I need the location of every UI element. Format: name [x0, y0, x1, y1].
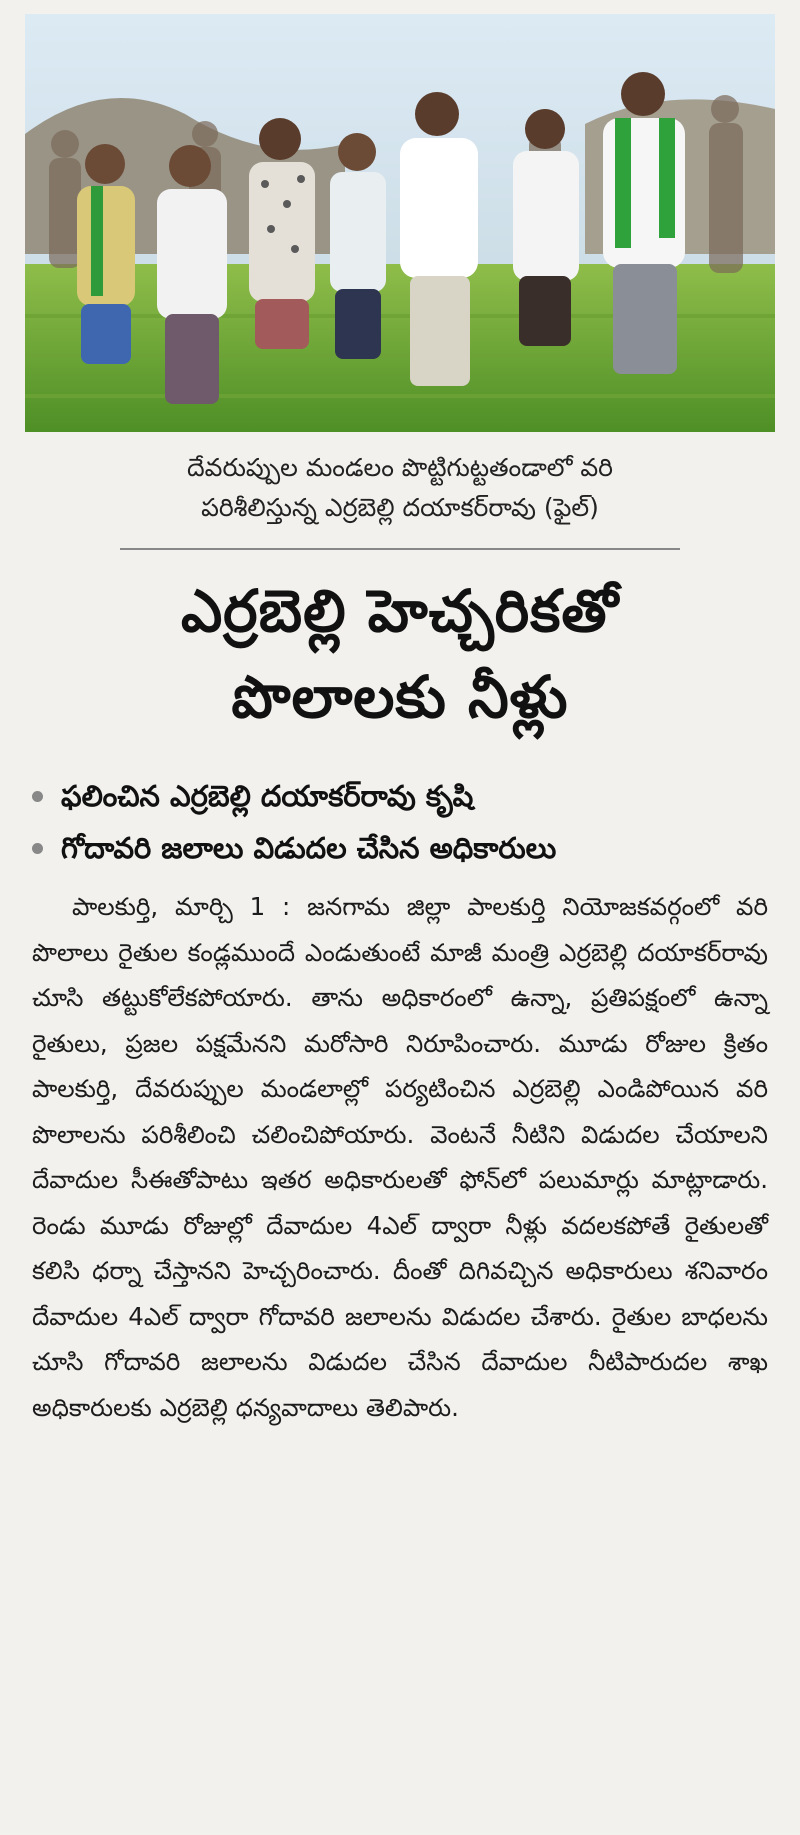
caption-line-1: దేవరుప్పుల మండలం పొట్టిగుట్టతండాలో వరి — [187, 453, 613, 482]
bullet-item — [32, 770, 782, 822]
bullet-dot-icon — [32, 791, 43, 802]
article-body — [18, 884, 782, 1430]
bullet-text: ఫలించిన ఎర్రబెల్లి దయాకర్‌రావు కృషి — [61, 779, 474, 813]
subheadline-bullets — [32, 770, 782, 874]
headline-line-1: ఎర్రబెల్లి హెచ్చరికతో — [180, 577, 620, 645]
bullet-item — [32, 822, 782, 874]
headline — [18, 568, 782, 740]
caption-line-2: పరిశీలిస్తున్న ఎర్రబెల్లి దయాకర్‌రావు (ఫైల్‌) — [201, 493, 599, 522]
photo-caption — [18, 448, 782, 528]
field-inspection-photo — [25, 14, 775, 432]
bullet-text: గోదావరి జలాలు విడుదల చేసిన అధికారులు — [61, 831, 557, 865]
divider — [120, 548, 680, 550]
news-photo — [25, 14, 775, 432]
bullet-dot-icon — [32, 843, 43, 854]
headline-line-2: పొలాలకు నీళ్లు — [231, 663, 569, 731]
article-text: పాలకుర్తి, మార్చి 1 : జనగామ జిల్లా పాలకుర్తి నియోజకవర్గంలో వరి పొలాలు రైతుల కండ్లముందే ఎండుతుంటే మాజీ మంత్రి ఎర్రబెల్లి దయాకర్‌రావు చూసి తట్టుకోలేకపోయారు. తాను అధికారంలో ఉన్నా, ప్రతిపక్షంలో ఉన్నా రైతులు, ప్రజల పక్షమేనని మరోసారి నిరూపించారు. మూడు రోజుల క్రితం పాలకుర్తి, దేవరుప్పుల మండలాల్లో పర్యటించిన ఎర్రబెల్లి ఎండిపోయిన వరి పొలాలను పరిశీలించి చలించిపోయారు. వెంటనే నీటిని విడుదల చేయాలని దేవాదుల సీఈతోపాటు ఇతర అధికారులతో ఫోన్‌లో పలుమార్లు మాట్లాడారు. రెండు మూడు రోజుల్లో దేవాదుల 4ఎల్‌ ద్వారా నీళ్లు వదలకపోతే రైతులతో కలిసి ధర్నా చేస్తానని హెచ్చరించారు. దీంతో దిగివచ్చిన అధికారులు శనివారం దేవాదుల 4ఎల్‌ ద్వారా గోదావరి జలాలను విడుదల చేశారు. రైతుల బాధలను చూసి గోదావరి జలాలను విడుదల చేసిన దేవాదుల నీటిపారుదల శాఖ అధికారులకు ఎర్రబెల్లి ధన్యవాదాలు తెలిపారు. — [32, 892, 768, 1422]
